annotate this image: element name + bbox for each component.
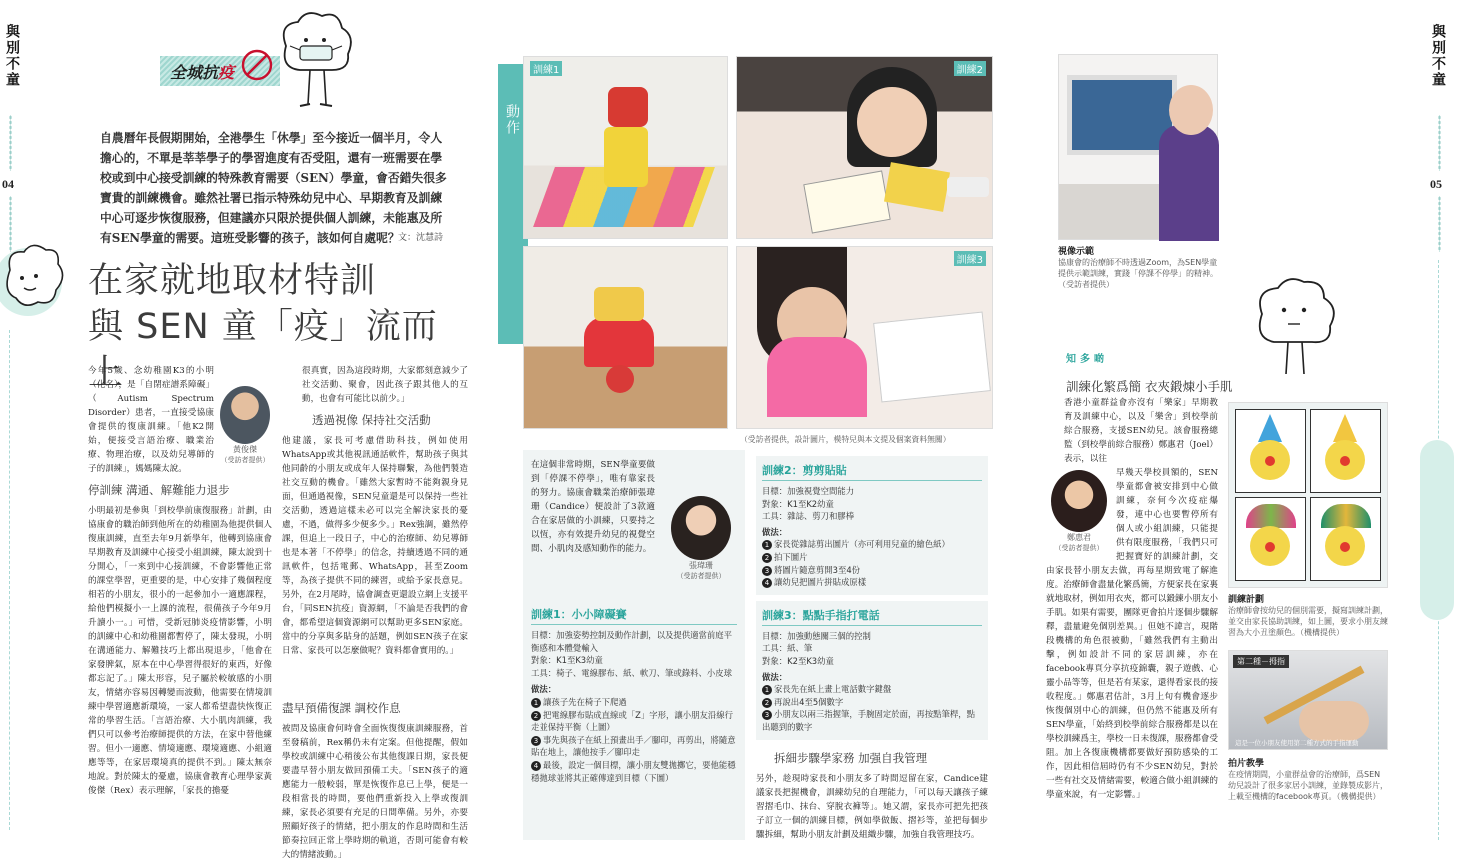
clown-caption [1228,592,1388,638]
article-intro-text: 今年5歲、念幼稚園K3的小明（化名），是「自閉症譜系障礙」（Autism Spectrum Disorder）患者，一直接受協康會提供的復康訓練。「他K2開始，便接受言語治療、職業治療、物理治療，以及幼兒導師的子的訓練」，媽媽陳太說。 [88,366,214,474]
training2-method-label: 做法： [762,526,788,537]
clown-face-icon [1235,409,1306,493]
virus-stop-icon [240,48,274,82]
photo-training2 [736,56,993,239]
training3-box [756,601,988,740]
banner-text-highlight: 疫 [218,63,235,82]
headline-line2: 與 SEN 童「疫」流而上 [88,307,438,393]
banner-text-part1: 全城抗 [170,63,219,82]
video-demo-text: 協康會的治療師不時透過Zoom，為SEN學童提供示範訓練，實踐「停課不停學」的精神。（受訪者提供） [1058,258,1218,289]
article-left-col2 [282,364,468,860]
subhead-chores: 拆細步驟學家務 加强自我管理 [774,750,928,765]
subhead-video: 透過視像 保持社交活動 [312,413,431,427]
article-right [1046,396,1218,844]
right-deco-bubble [1420,440,1454,620]
training3-target: 對象：K2至K3幼童 [762,655,834,666]
training1-target: 對象：K1至K3幼童 [531,655,603,666]
banner-text [170,60,234,83]
training2-step-text: 家長從雜誌剪出圖片（亦可利用兒童的繪色紙） [774,539,950,550]
photo-finger-video [1228,650,1388,750]
clown-face-icon [1310,409,1381,493]
expert-caption-name: 黃俊傑 [233,445,257,454]
left-section-tag [2,24,24,88]
training3-goal: 目標：加強動態關三個的控制 [762,630,871,641]
training1-step: 2 把電線膠布貼成直線或「Z」字形，讓小朋友沿線行走並保持平衡（上圖） [531,709,733,733]
photo-clown-worksheet [1228,402,1388,588]
training2-step: 1 家長從雜誌剪出圖片（亦可利用兒童的繪色紙） [762,538,982,551]
training3-tools: 工具：紙、筆 [762,643,813,654]
photo-label-t3: 訓練3 [954,251,986,266]
training1-step-text: 事先與孩子在紙上預畫出手／腳印，再剪出，將隨意貼在地上，讓他按手／腳印走 [531,734,736,758]
training3-title: 訓練3：點點手指打電話 [762,607,982,626]
left-page-number: 04 [2,177,14,191]
training1-method-label: 做法： [531,684,557,695]
training1-goal: 目標：加強姿勢控制及動作計劃，以及提供適當前庭平衡感和本體覺輸入 [531,630,732,653]
subhead-prepare: 盡早預備復課 調校作息 [282,701,401,715]
training2-box [756,456,988,595]
article-col1-text: 小明最初是參與「到校學前康復服務」計劃，由協康會的職治師到他所在的幼稚園為他提供個人復康訓練，直至去年9月新學年，他轉到協康會早期教育及訓練中心接受小組訓練，陳太說到十分開心，「一來到中心接訓練，不會影響他正常的課堂學習，更重要的是，中心安排了幾個程度相若的小朋友，很小的一起參加小一適應課程，給他們模擬小一上課的流程，很備孩子今年9月升讀小一。」可惜，受新冠肺炎疫情影響，小明的訓練中心和幼稚園都暫停了，陳太發現，小明在溝通能力、解難技巧上都出現退步，「他會在家發脾氣，原本在中心學習得很好的東西，好像都忘記了。」陳太形容，兒子屬於較敏感的小朋友，情緒亦容易因轉變而波動，他需要在情境訓練中學習適應新環境，一家人都希望盡快恢復正常的學習生活。「言語治療、大小肌肉訓練，我們只可以參考治療師提供的方法，在家中替他練習。但小一適應、情境適應、環境適應、小組適應等等，在家居環境真的提供不到。」陳太無奈地說。對於陳太的憂慮，協康會教育心理學家黃俊傑（Rex）表示理解，「家長的擔憂 [88,506,272,796]
video-watermark: 這是一位小朋友使用第二種方式的手指運動 [1235,739,1359,747]
training3-step: 2 再說出4至5個數字 [762,696,982,709]
video-demo-caption [1058,244,1218,290]
training2-goal: 目標：加強視覺空間能力 [762,486,855,496]
joel-caption-name: 鄭惠君 [1067,533,1091,542]
mascot-face-icon [2,240,72,320]
article-col2-end: 被問及協康會何時會全面恢復復康訓練服務，首至發稿前，Rex稱仍未有定案。但他提醒，假如學校或訓練中心稍後公布其他復課日期，家長便要盡早替小朋友做回預備工夫。「SEN孩子的適應能力一般較弱，單是恢復作息已上學，便是一段相當長的時間，要他們重新投入上學或復訓練，家長必須要有充足的日間準備。另外，亦要照顧好孩子的情緒，把小朋友的作息時間和生活節奏拉回正常上學時期的軌道，否則可能會有較大的情緒波動。」 [282,724,468,860]
candice-caption-name: 張瑋珊 [689,561,713,570]
section-label-right: 與別不童 [1430,24,1446,88]
article-col2-top: 很真實，因為這段時期，大家都刻意減少了社交活動、聚會，因此孩子跟其他人的互動，也會有可能比以前少。」 [302,366,468,404]
photo-training1-top [523,56,728,239]
clown-grid [1235,409,1381,581]
training2-title: 訓練2：剪剪貼貼 [762,462,982,481]
clown-caption-title: 訓練計劃 [1228,595,1265,605]
training2-target: 對象：K1至K2幼童 [762,498,834,509]
article-intro [88,364,214,476]
video-caption-text: 在疫情期間，小童群益會的治療師，爲SEN幼兒設計了很多家居小訓練，並錄製成影片，上載至機構的facebook專頁。（機構提供） [1228,770,1388,801]
article-left-col1 [88,364,272,844]
left-page-rule [9,330,11,830]
training1-step: 3 事先與孩子在紙上預畫出手／腳印，再剪出，將隨意貼在地上，讓他按手／腳印走 [531,734,736,758]
video-caption [1228,756,1388,802]
expert-caption-credit: （受訪者提供） [220,456,270,464]
photo-training3 [736,246,993,429]
training3-step-text: 小朋友以兩三指握筆，手腕固定於面，再按點筆桿，點出聽到的數字 [762,709,975,732]
photo-training1-bottom [523,246,728,429]
right-page-number: 05 [1430,177,1442,191]
training3-step-text: 再說出4至5個數字 [774,696,844,707]
training1-title: 訓練1：小小障礙賽 [531,606,737,625]
training1-box [531,606,737,784]
know-more-subhead: 訓練化繁爲簡 衣夾鍛煉小手肌 [1066,379,1233,394]
clown-face-icon [1310,497,1381,581]
training1-step-text: 把電線膠布貼成直線或「Z」字形，讓小朋友沿線行走並保持平衡（上圖） [531,709,733,733]
training2-step: 4 讓幼兒把圖片拼貼成原樣 [762,576,982,589]
training1-step: 1 讓孩子先在椅子下爬過 [531,696,737,709]
photo-video-demo [1058,54,1218,240]
training3-step-text: 家長先在紙上畫上電話數字鍵盤 [774,684,892,695]
headline-line1: 在家就地取材特訓 [88,261,377,301]
byline: 文：沈慧詩 [398,233,444,243]
right-section-tag [1428,24,1450,88]
training2-step: 2 拍下圖片 [762,551,982,564]
expert-photo-rex [218,386,272,468]
training2-step-text: 拍下圖片 [774,551,808,562]
training2-step-text: 讓幼兒把圖片拼貼成原樣 [774,577,867,588]
video-overlay-label: 第二種－拇指 [1233,655,1289,668]
candice-caption-credit: （受訪者提供） [676,572,726,580]
section-label-left: 與別不童 [4,24,20,88]
training3-step: 1 家長先在紙上畫上電話數字鍵盤 [762,683,982,696]
masked-mascot-icon [272,6,362,121]
training2-tools: 工具：雜誌、剪刀和膠棒 [762,511,855,522]
vertical-title: 視覺空 動作 [504,104,548,266]
article-right-intro: 香港小童群益會亦沒有「樂家」早期教育及訓練中心，以及「樂舍」到校學前綜合服務，支援SEN幼兒。該會服務總監（到校學前綜合服務）鄭惠君（Joel）表示，以往 [1064,398,1218,464]
training3-method-label: 做法： [762,671,788,682]
video-demo-title: 視像示範 [1058,247,1095,257]
lead-paragraph: 自農曆年長假期開始，全港學生「休學」至今接近一個半月，令人擔心的，不單是莘莘學子的學習進度有否受阻，還有一班需要在學校或到中心接受訓練的特殊教育需要（SEN）學童，會否錯失很多寶貴的訓練機會。雖然社署已指示特殊幼兒中心、早期教育及訓練中心可逐步恢復服務，但建議亦只限於提供個人訓練，未能惠及所有SEN學童的需要。這班受影響的孩子，該如何自處呢？ [100,131,447,245]
training1-step: 4 最後，設定一個目標，讓小朋友雙拋擲它，要他能穩穩拋球並將其正確傳達到目標（下圖） [531,759,736,783]
photo-label-t1: 訓練1 [530,61,562,76]
left-dots-upper [9,115,12,171]
joel-caption-credit: （受訪者提供） [1054,544,1104,552]
right-dots-upper [1438,115,1441,171]
know-more-tag: 知多啲 [1066,354,1108,365]
photos-caption: （受訪者提供，設計圖片，模特兒與本文提及個案資料無關） [740,435,951,444]
training1-step-text: 最後，設定一個目標，讓小朋友雙拋擲它，要他能穩穩拋球並將其正確傳達到目標（下圖） [531,759,736,783]
clown-caption-text: 治療師會按幼兒的個別需要，擬寫訓練計劃，並交由家長協助訓練，如上圖，要求小朋友練習為大小丑塗顏色。（機構提供） [1228,606,1388,637]
training2-step-text: 將圖片隨意剪開3至4份 [774,564,861,575]
subhead-stop-training: 停訓練 溝通、解難能力退步 [88,483,230,497]
chores-text: 另外，趁現時家長和小朋友多了時間逗留在家，Candice建議家長把握機會，訓練幼兒的自理能力，「可以每天讓孩子練習摺毛巾、抹台、穿脫衣褲等」。她又謂，家長亦可把先把孩子訂立一個的訓練目標，例如學做飯、摺衫等，並把每個步驟拆細，幫助小朋友計劃及組織步驟，加強自我管理技巧。 [756,773,988,840]
right-dots-lower [1438,196,1441,252]
mid-column-a [523,450,745,840]
training1-step-text: 讓孩子先在椅子下爬過 [543,696,627,707]
training2-step: 3 將圖片隨意剪開3至4份 [762,564,982,577]
know-more-header [1066,350,1266,395]
mid-column-b [752,450,992,840]
article-right-text: 早幾天學校員額的，SEN學童都會被安排到中心做訓練，奈何今次疫症爆發，連中心也要暫停所有個人或小組訓練，只能提供有限度服務，「我們只可把握寶好的訓練計劃，交由家長替小朋友去做，再每星期致電了解進度。治療師會盡量化繁爲簡，方便家長在家裏就地取材，例如用衣夾，都可以鍛鍊小朋友小手肌。如果有需要，團隊更會拍片逐個步驟解釋，盡量避免個別差異。」但她不諱言，現階段機構的角色很被動，「雖然我們有主動出擊，例如設計不同的家居訓練，亦在facebook專頁分享抗疫錦囊，親子遊戲、心靈小品等等，但是若有某家，還得看家長的接收程度。」鄭惠君估計，3月上旬有機會逐步恢復個別中心的訓練，但仍然不能惠及所有SEN學童，「始終到校學前綜合服務都是以在學校訓練爲主，學校一日未復課，服務都會受阻。加上各復康機構都要做好預防感染的工作，因此相信屆時仍有不少SEN幼兒，對於一些有社交及情緒需要，較適合做小組訓練的學童來說，有一定影響。」 [1046,468,1218,800]
mid-intro-wrap [531,458,737,600]
expert-photo-joel [1046,470,1112,562]
photo-label-t2: 訓練2 [954,61,986,76]
training1-tools: 工具：椅子、電線膠布、紙、軟刀、筆或錄料、小皮球 [531,667,732,678]
training3-step: 3 小朋友以兩三指握筆，手腕固定於面，再按點筆桿，點出聽到的數字 [762,709,975,732]
mid-intro-text: 在這個非常時期，SEN學童要做到「停課不停學」，唯有靠家長的努力。協康會職業治療師張瑋珊（Candice）便設計了3款適合在家居做的小訓練，只要持之以恆，亦有效提升幼兒的視覺空間、小肌肉及感知動作的能力。 [531,460,655,554]
expert-photo-candice [665,496,737,582]
video-caption-title: 拍片教學 [1228,759,1265,769]
article-col2-text: 他建議，家長可考慮借助科技，例如使用WhatsApp或其他視訊通話軟件，幫助孩子與其他同齡的小朋友或成年人保持聯繫，為他們製造社交互動的機會。「雖然大家暫時不能夠親身見面，但通過視像，SEN兒童還是可以保持一些社交活動，透過這樣未必可以完全解決家長的憂慮，不過，做得多少便多少。」Rex強調，雖然停課，但追上一段日子，中心的治療師、幼兒導師也是本著「不停學」的信念，持續透過不同的通訊軟件，包括電郵、WhatsApp，甚至Zoom等，為孩子提供不同的練習，或給予家長意見。另外，在2月尾時，協會調查更還設立網上支援平台，「同SEN抗疫」資源網，「不論是否我們的會會，都希望這個資源網可以幫助更多SEN家庭。當中的分享與多貼身的話題，例如SEN孩子在家日常、家長可以怎麼做呢？資料都會實用的。」 [282,436,468,656]
clown-face-icon [1235,497,1306,581]
